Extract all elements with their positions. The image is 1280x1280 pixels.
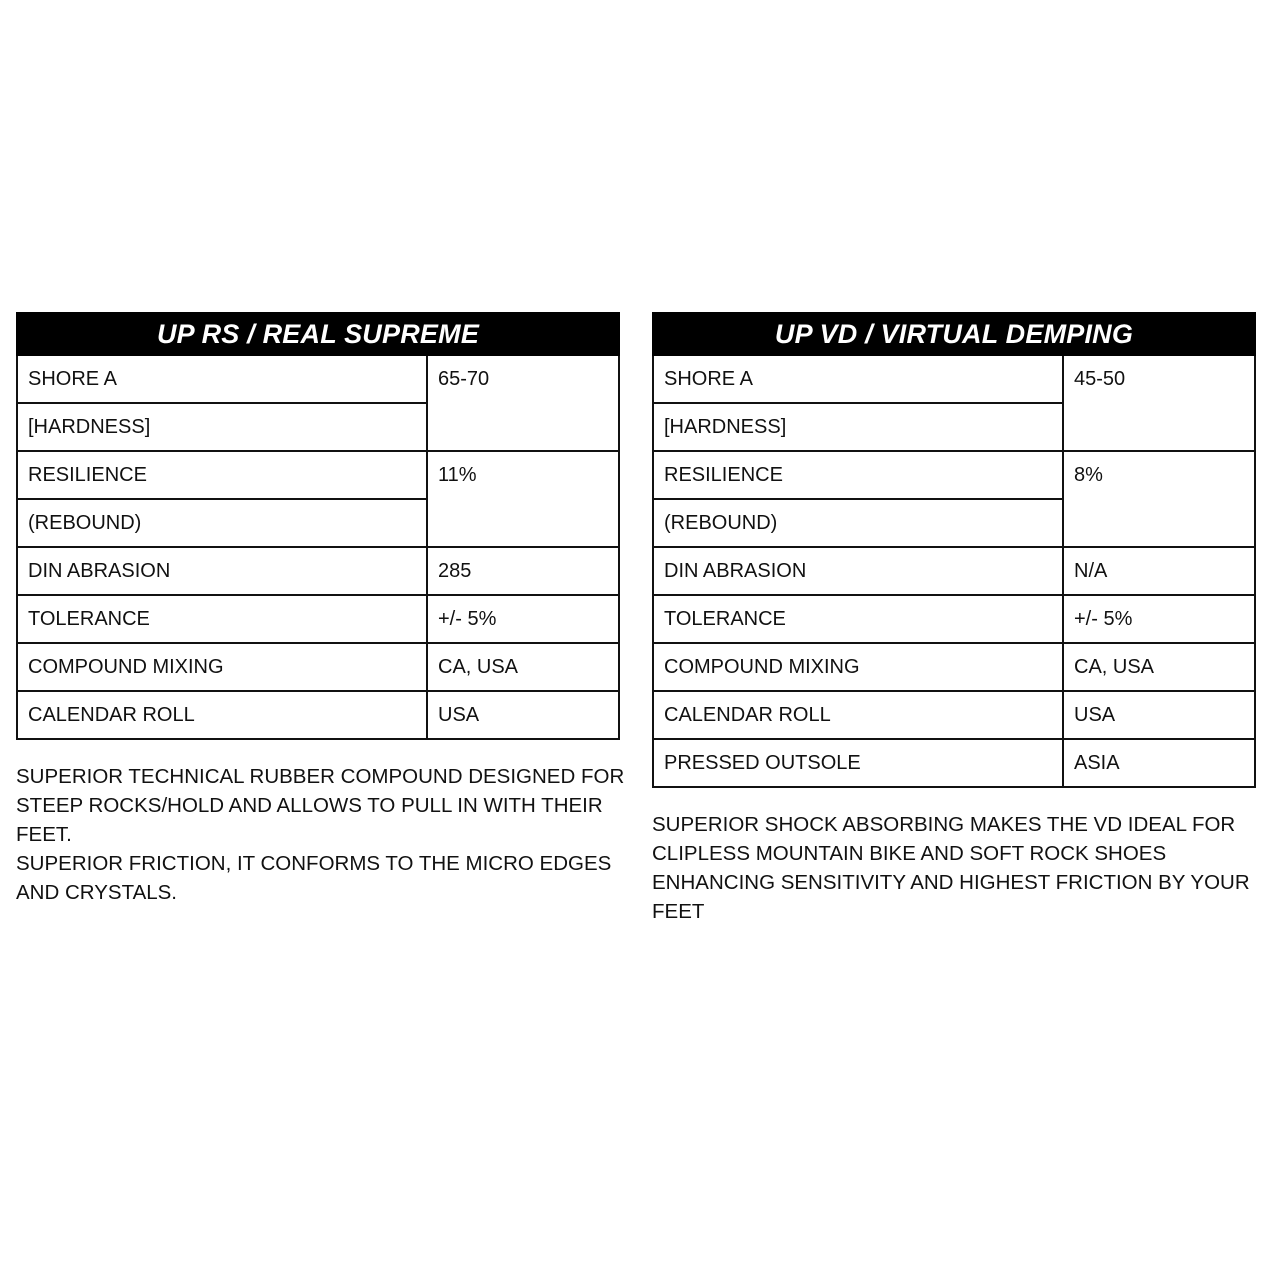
row-label: DIN ABRASION bbox=[17, 547, 427, 595]
spec-panel-vd bbox=[652, 312, 1254, 926]
table-row bbox=[17, 691, 619, 739]
row-value: 45-50 bbox=[1063, 355, 1255, 451]
row-label: [HARDNESS] bbox=[653, 403, 1063, 451]
row-value: CA, USA bbox=[427, 643, 619, 691]
row-label: RESILIENCE bbox=[17, 451, 427, 499]
row-value: N/A bbox=[1063, 547, 1255, 595]
description-paragraph: SUPERIOR SHOCK ABSORBING MAKES THE VD IDEAL FOR CLIPLESS MOUNTAIN BIKE AND SOFT ROCK SHOES ENHANCING SENSITIVITY AND HIGHEST FRICTION BY YOUR FEET bbox=[652, 813, 1250, 923]
row-label: (REBOUND) bbox=[653, 499, 1063, 547]
table-row bbox=[653, 595, 1255, 643]
table-row bbox=[653, 691, 1255, 739]
table-row bbox=[653, 643, 1255, 691]
table-row bbox=[17, 643, 619, 691]
row-value: USA bbox=[1063, 691, 1255, 739]
row-label: COMPOUND MIXING bbox=[17, 643, 427, 691]
row-label: CALENDAR ROLL bbox=[653, 691, 1063, 739]
row-label: TOLERANCE bbox=[17, 595, 427, 643]
description-rs bbox=[16, 762, 626, 907]
row-label: (REBOUND) bbox=[17, 499, 427, 547]
description-paragraph: SUPERIOR FRICTION, IT CONFORMS TO THE MICRO EDGES AND CRYSTALS. bbox=[16, 852, 612, 904]
table-row bbox=[17, 595, 619, 643]
row-label: CALENDAR ROLL bbox=[17, 691, 427, 739]
table-title: UP VD / VIRTUAL DEMPING bbox=[653, 313, 1255, 355]
table-row bbox=[653, 739, 1255, 787]
row-label: SHORE A bbox=[653, 355, 1063, 403]
row-value: +/- 5% bbox=[1063, 595, 1255, 643]
spec-panel-rs bbox=[16, 312, 625, 907]
description-paragraph: SUPERIOR TECHNICAL RUBBER COMPOUND DESIGNED FOR STEEP ROCKS/HOLD AND ALLOWS TO PULL IN WITH THEIR FEET. bbox=[16, 765, 625, 846]
spec-table-rs bbox=[16, 312, 620, 740]
row-value: 11% bbox=[427, 451, 619, 547]
table-row bbox=[17, 547, 619, 595]
row-label: TOLERANCE bbox=[653, 595, 1063, 643]
row-label: RESILIENCE bbox=[653, 451, 1063, 499]
row-value: 285 bbox=[427, 547, 619, 595]
table-title: UP RS / REAL SUPREME bbox=[17, 313, 619, 355]
description-vd bbox=[652, 810, 1262, 926]
row-value: ASIA bbox=[1063, 739, 1255, 787]
row-value: CA, USA bbox=[1063, 643, 1255, 691]
table-row bbox=[653, 451, 1255, 499]
row-value: 8% bbox=[1063, 451, 1255, 547]
row-value: 65-70 bbox=[427, 355, 619, 451]
row-label: PRESSED OUTSOLE bbox=[653, 739, 1063, 787]
table-row bbox=[653, 547, 1255, 595]
spec-table-vd bbox=[652, 312, 1256, 788]
row-value: USA bbox=[427, 691, 619, 739]
table-row bbox=[17, 355, 619, 403]
row-label: COMPOUND MIXING bbox=[653, 643, 1063, 691]
row-label: [HARDNESS] bbox=[17, 403, 427, 451]
row-label: SHORE A bbox=[17, 355, 427, 403]
row-value: +/- 5% bbox=[427, 595, 619, 643]
row-label: DIN ABRASION bbox=[653, 547, 1063, 595]
table-row bbox=[653, 355, 1255, 403]
table-row bbox=[17, 451, 619, 499]
